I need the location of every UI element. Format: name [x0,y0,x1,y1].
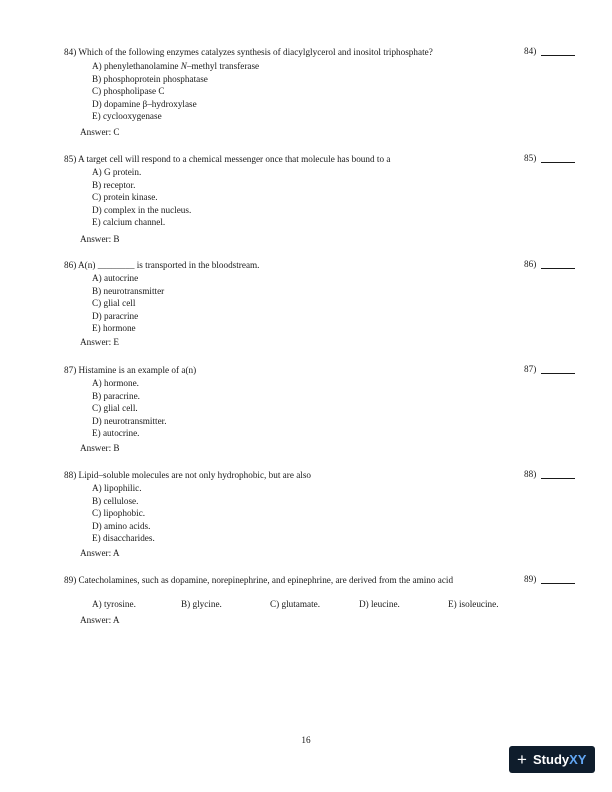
question-85 [64,153,594,248]
answer-number: 88) [524,469,537,479]
question-number-inline: 85) [64,154,77,164]
option-a: A) lipophilic. [92,483,142,493]
option-d: D) paracrine [92,310,139,321]
option-e: E) autocrine. [92,428,140,439]
option-c: C) glial cell. [92,403,138,414]
option-e: E) cyclooxygenase [92,111,162,122]
answer-number: 86) [524,259,537,269]
answer-blank [541,268,575,269]
question-84 [64,46,594,141]
option-e: E) calcium channel. [92,217,166,228]
option-e: E) disaccharides. [92,533,155,544]
question-text [64,469,504,481]
question-stem: Histamine is an example of a(n) [78,365,197,375]
option-a: A) hormone. [92,378,139,388]
question-text [64,259,504,271]
option-b: B) neurotransmitter [92,285,165,296]
studyxy-logo [509,746,595,773]
answer-key: Answer: A [80,615,120,625]
answer-blank [541,373,575,374]
option-d: D) dopamine β–hydroxylase [92,98,197,109]
option-e: E) isoleucine. [448,599,499,609]
option-c: C) protein kinase. [92,192,158,203]
question-text [64,46,504,58]
answer-number: 87) [524,364,537,374]
question-number-inline: 88) [64,470,77,480]
option-c: C) lipophobic. [92,508,146,519]
option-b: B) glycine. [181,599,222,609]
question-87 [64,364,594,459]
option-b: B) paracrine. [92,390,140,401]
question-text [64,574,504,586]
option-b: B) receptor. [92,179,136,190]
option-d: D) complex in the nucleus. [92,204,192,215]
option-a: A) tyrosine. [92,599,136,609]
question-number-inline: 87) [64,365,77,375]
answer-key: Answer: C [80,127,120,137]
question-number-inline: 86) [64,260,77,270]
answer-blank [541,583,575,584]
answer-key: Answer: B [80,234,120,244]
question-89 [64,574,594,634]
option-d: D) amino acids. [92,520,151,531]
answer-blank [541,162,575,163]
answer-number: 84) [524,46,537,56]
question-stem: Lipid–soluble molecules are not only hydrophobic, but are also [78,470,311,480]
question-88 [64,469,594,564]
question-stem: A target cell will respond to a chemical messenger once that molecule has bound to a [78,154,391,164]
option-b: B) phosphoprotein phosphatase [92,73,208,84]
question-number-inline: 89) [64,575,77,585]
answer-key: Answer: A [80,548,120,558]
logo-wordmark: StudyXY [533,752,587,767]
option-b: B) cellulose. [92,495,139,506]
question-stem: Catecholamines, such as dopamine, norepinephrine, and epinephrine, are derived from the amino acid [78,575,454,585]
options-list [92,272,164,335]
option-d: D) leucine. [359,599,400,609]
answer-blank [541,55,575,56]
option-a: A) autocrine [92,273,139,283]
answer-number: 85) [524,153,537,163]
answer-blank [541,478,575,479]
answer-key: Answer: B [80,443,120,453]
question-stem: A(n) ________ is transported in the bloodstream. [78,260,260,270]
question-number-inline: 84) [64,47,77,57]
options-list [92,377,167,440]
question-text [64,364,504,376]
option-d: D) neurotransmitter. [92,415,167,426]
option-c: C) phospholipase C [92,86,165,97]
option-c: C) glutamate. [270,599,321,609]
options-list [92,166,191,229]
options-list [92,482,155,545]
question-stem: Which of the following enzymes catalyzes synthesis of diacylglycerol and inositol triphosphate? [78,47,433,57]
options-list [92,60,259,123]
option-e: E) hormone [92,323,136,334]
question-text [64,153,504,165]
plus-icon: + [517,750,527,769]
page-number: 16 [301,735,311,745]
options-row [92,599,499,609]
answer-number: 89) [524,574,537,584]
option-c: C) glial cell [92,298,136,309]
option-a: A) G protein. [92,167,142,177]
option-a: A) phenylethanolamine N–methyl transferase [92,61,260,71]
question-86 [64,259,594,354]
answer-key: Answer: E [80,337,120,347]
